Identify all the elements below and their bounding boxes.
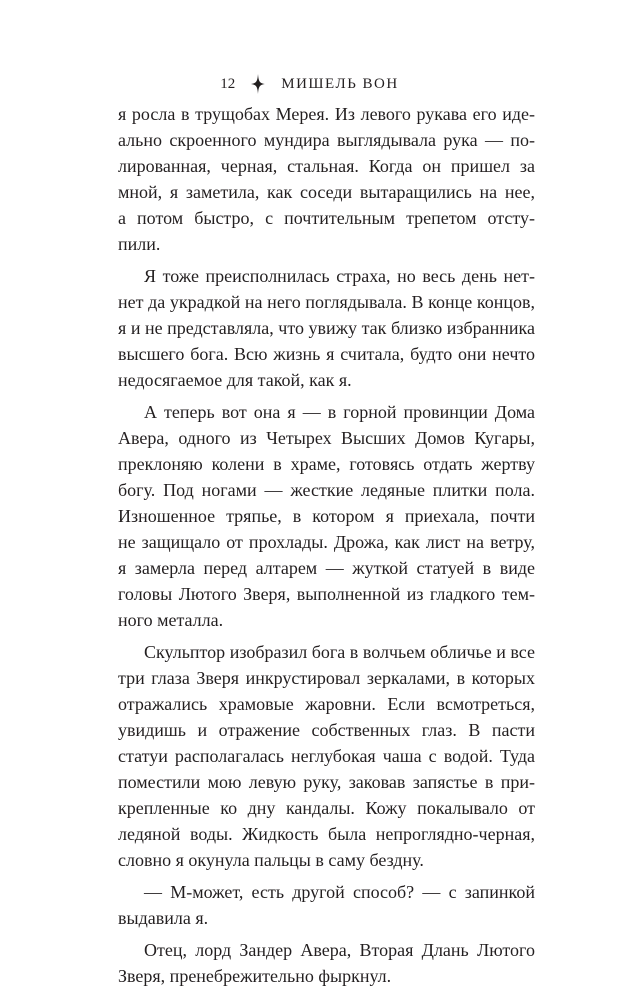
- text-line: — М-может, есть другой способ? — с запинкой: [144, 882, 535, 902]
- text-line: увидишь и отражение собственных глаз. В пасти: [118, 720, 535, 740]
- text-line: головы Лютого Зверя, выполненной из гладкого тем-: [118, 584, 535, 604]
- text-line: Зверя, пренебрежительно фыркнул.: [118, 966, 392, 986]
- text-line: Авера, одного из Четырех Высших Домов Кугары,: [118, 428, 535, 448]
- paragraph: [118, 399, 535, 633]
- text-line: Изношенное тряпье, в котором я приехала, почти: [118, 506, 535, 526]
- text-line: не защищало от прохлады. Дрожа, как лист на ветру,: [118, 532, 535, 552]
- text-line: словно я окунула пальцы в саму бездну.: [118, 850, 424, 870]
- paragraph: [118, 937, 535, 989]
- text-line: ально скроенного мундира выглядывала рука — по-: [118, 130, 535, 150]
- paragraph: [118, 879, 535, 931]
- text-line: высшего бога. Всю жизнь я считала, будто они нечто: [118, 344, 535, 364]
- text-line: лированная, черная, стальная. Когда он пришел за: [118, 156, 535, 176]
- text-line: богу. Под ногами — жесткие ледяные плитки пола.: [118, 480, 535, 500]
- text-line: а потом быстро, с почтительным трепетом отсту-: [118, 208, 535, 228]
- text-line: я замерла перед алтарем — жуткой статуей в виде: [118, 558, 535, 578]
- text-line: А теперь вот она я — в горной провинции Дома: [144, 402, 535, 422]
- text-line: выдавила я.: [118, 908, 209, 928]
- paragraph: [118, 263, 535, 393]
- text-line: поместили мою левую руку, заковав запястье в при-: [118, 772, 535, 792]
- body-text: [118, 101, 535, 989]
- text-line: пили.: [118, 234, 161, 254]
- text-line: Скульптор изобразил бога в волчьем обличье и все: [144, 642, 535, 662]
- text-line: ного металла.: [118, 610, 224, 630]
- text-line: преклоняю колени в храме, готовясь отдать жертву: [118, 454, 535, 474]
- text-line: крепленные ко дну кандалы. Кожу покалывало от: [118, 798, 535, 818]
- text-line: я росла в трущобах Мерея. Из левого рукава его иде-: [118, 104, 535, 124]
- text-line: статуи располагалась неглубокая чаша с водой. Туда: [118, 746, 535, 766]
- page-number: 12: [220, 75, 236, 92]
- text-line: ледяной воды. Жидкость была непроглядно-черная,: [118, 824, 535, 844]
- running-head-author: МИШЕЛЬ ВОН: [281, 75, 399, 92]
- paragraph: [118, 101, 535, 257]
- text-line: отражались храмовые жаровни. Если всмотреться,: [118, 694, 535, 714]
- text-line: мной, я заметила, как соседи вытаращились на нее,: [118, 182, 535, 202]
- text-line: нет да украдкой на него поглядывала. В конце концов,: [118, 292, 535, 312]
- four-point-star-icon: [251, 74, 265, 94]
- running-head: [0, 72, 619, 96]
- text-line: Отец, лорд Зандер Авера, Вторая Длань Лютого: [144, 940, 535, 960]
- text-line: три глаза Зверя инкрустировал зеркалами, в которых: [118, 668, 535, 688]
- text-line: я и не представляла, что увижу так близко избранника: [118, 318, 535, 338]
- text-line: Я тоже преисполнилась страха, но весь день нет-: [144, 266, 535, 286]
- paragraph: [118, 639, 535, 873]
- text-line: недосягаемое для такой, как я.: [118, 370, 352, 390]
